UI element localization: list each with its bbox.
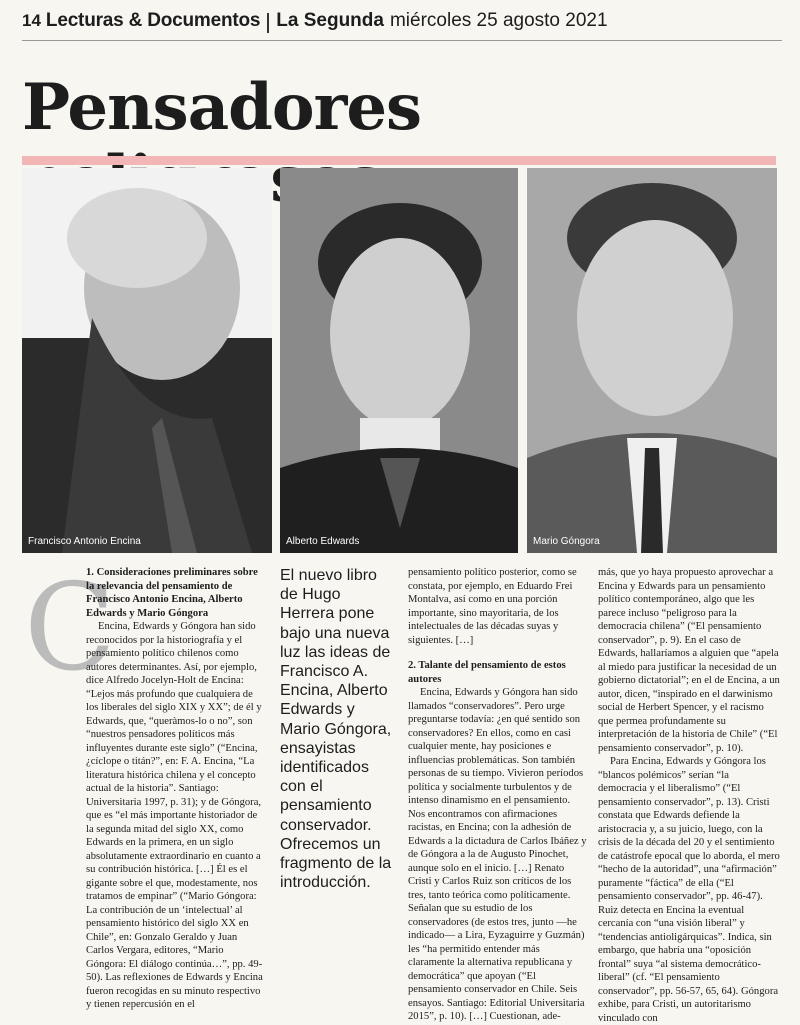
- headline: Pensadores: [22, 70, 422, 145]
- issue-date: miércoles 25 agosto 2021: [389, 10, 608, 31]
- newspaper-name: La Segunda: [276, 10, 384, 31]
- paragraph: Para Encina, Edwards y Góngora los “blancos polémicos” serían “la democracia y el liberalismo” (“El pensamiento conservador”, p. 13). Cristi constata que Edwards defiende la aristocracia y, a su juicio, luego, con la crisis de la década del 20 y el sentimiento de catástrofe epocal que lo aborda, el mero “hecho de la autoridad”, una “afirmación” puramente “fáctica” de ella (“El pensamiento conservador”, pp. 46-47). Ruiz detecta en Encina la eventual cercanía con “una visión liberal” y “tendencias antioligárquicas”. Indica, sin embargo, que habría una “oposición frontal” suya “al sistema democrático-liberal” (cf. “El pensamiento conservador”, pp. 56-57, 65, 64). Góngora exhibe, para Cristi, un autoritarismo vinculado con: [598, 756, 780, 1024]
- photo-edwards: [280, 168, 518, 553]
- header-rule: [22, 40, 782, 41]
- paragraph: Encina, Edwards y Góngora han sido reconocidos por la historiografía y el pensamiento político chilenos como autores determinantes. Así, por ejemplo, dice Alfredo Jocelyn-Holt de Encina: “Lejos más profundo que cualquiera de los liberales del siglo XIX y XX”; de él y Edwards, que, “queràmos-lo o no”, son “nuestros pensadores políticos más influyentes durante este siglo” (“Encina, ¿cíclope o titán?”, en: F. A. Encina, “La literatura histórica chilena y el concepto actual de la historia”. Santiago: Universitaria 1997, p. 31); y de Góngora, que es “el más importante historiador de la segunda mitad del siglo XX, como Edwards en la primera, en un siglo absolutamente extraordinario en cuanto a su contribución histórica. […] Él es el gigante sobre el que, modestamente, nos tratamos de empinar” (“Mario Góngora: La contribución de un ‘intelectual’ al pensamiento histórico del siglo XX en Chile”, en: Gonzalo Geraldo y Juan Carlos Vergara, editores, “Mario Góngora: El diálogo continúa…”, pp. 49-50). Las reflexiones de Edwards y Encina fueron recogidas en su minuto respectivo y tienen repercusión en el: [86, 621, 263, 1010]
- page-header: [22, 10, 782, 36]
- photo-gongora: [527, 168, 777, 553]
- lede-text: El nuevo libro de Hugo Herrera pone bajo una nueva luz las ideas de Francisco A. Encina, Alberto Edwards y Mario Góngora, ensayistas identificados con el pensamiento conservador. Ofrecemos un fragmento de la introducción.: [280, 567, 392, 892]
- headline-rule: [22, 156, 776, 165]
- page-number: 14: [22, 11, 41, 30]
- paragraph: Encina, Edwards y Góngora han sido llamados “conservadores”. Pero urge preguntarse todavía: ¿en qué sentido son conservadores? En ellos, como en casi cualquier mente, hay posiciones e influencias problemáticas. Son también personas de su tiempo. Vivieron períodos política y socialmente turbulentos y de intenso dinamismo en el pensamiento. Nos encontramos con afirmaciones racistas, en Encina; con la adhesión de Edwards a la dictadura de Carlos Ibáñez y de Góngora a la de Augusto Pinochet, aunque solo en el inicio. […] Renato Cristi y Carlos Ruiz son críticos de los tres, tanto teórica como políticamente. Señalan que su estudio de los conservadores (de estos tres, junto —he indicado— a Lira, Eyzaguirre y Guzmán) les “ha permitido entender más claramente la alternativa republicana y democrática” que apoyan (“El pensamiento conservador en Chile. Seis ensayos. Santiago: Editorial Universitaria 2015”, p. 10). […] Cuestionan, ade-: [408, 687, 587, 1022]
- lede-column: [280, 566, 398, 892]
- section-heading: 2. Talante del pensamiento de estos autores: [408, 660, 566, 685]
- photo-encina: [22, 168, 272, 553]
- photo-caption: Francisco Antonio Encina: [28, 536, 141, 547]
- article-column-4: [598, 566, 780, 1025]
- article-column-3: [408, 566, 588, 1024]
- paragraph: pensamiento político posterior, como se constata, por ejemplo, en Eduardo Frei Montalva, así como en una porción importante, sino mayoritaria, de los intelectuales de las décadas suyas y siguientes. […]: [408, 567, 577, 646]
- section-heading: 1. Consideraciones preliminares sobre la relevancia del pensamiento de Francisco Antonio Encina, Alberto Edwards y Mario Góngora: [86, 567, 258, 619]
- article-column-1: [86, 566, 264, 1012]
- photo-caption: Mario Góngora: [533, 536, 600, 547]
- photo-caption: Alberto Edwards: [286, 536, 360, 547]
- drop-cap: C: [24, 559, 116, 698]
- header-divider: [267, 13, 269, 33]
- paragraph: más, que yo haya propuesto aprovechar a Encina y Edwards para un pensamiento político contemporáneo, algo que les parece incluso “peligroso para la democracia chilena” (“El pensamiento conservador”, p. 9). En el caso de Edwards, hallaríamos a alguien que “apela al miedo para justificar la necesidad de un gobierno dictatorial”; en el de Encina, a un autor, dicen, “inspirado en el darwinismo social de Herbert Spencer, y el racismo que permea profundamente su interpretación de la historia de Chile” (“El pensamiento conservador”, p. 10).: [598, 567, 780, 754]
- section-title: Lecturas & Documentos: [45, 10, 261, 31]
